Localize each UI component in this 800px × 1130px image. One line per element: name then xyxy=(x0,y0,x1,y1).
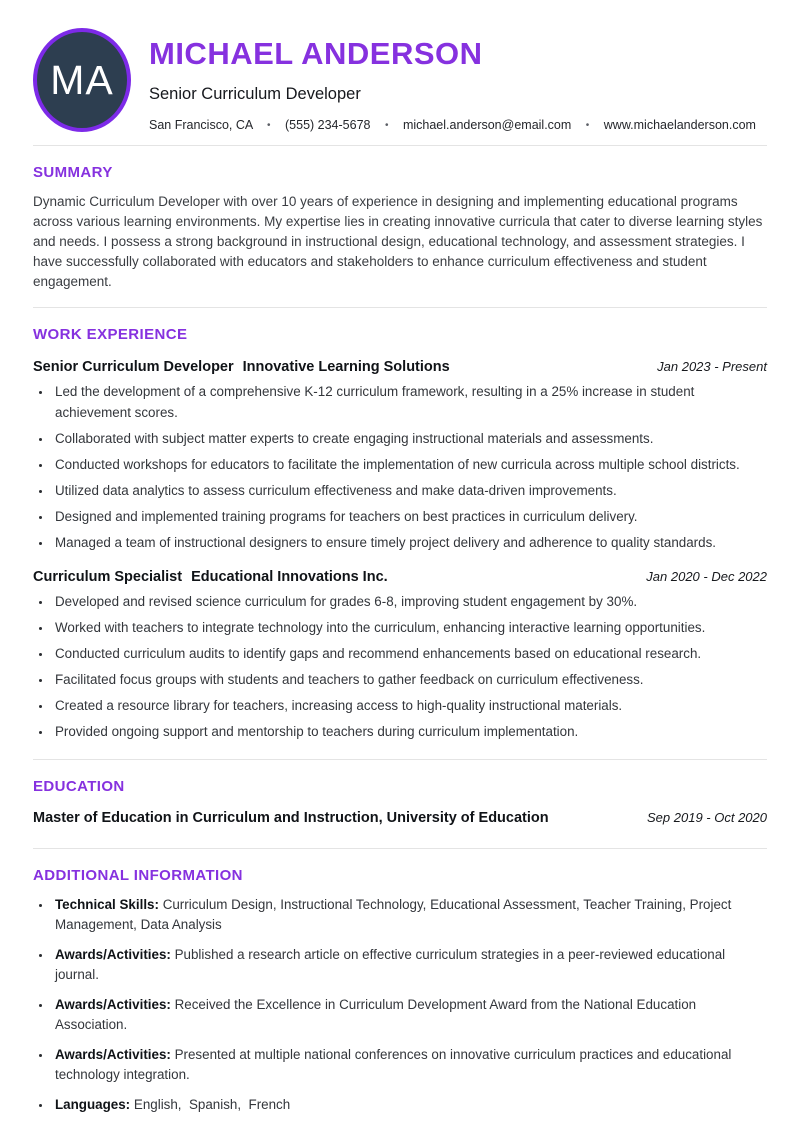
job-bullet: • Developed and revised science curriculum for grades 6-8, improving student engagement by 30%. xyxy=(52,592,764,613)
info-item xyxy=(52,995,764,1036)
job-title-line xyxy=(33,569,388,585)
separator-dot: • xyxy=(585,120,590,131)
job-entry xyxy=(33,359,767,553)
summary-section xyxy=(33,164,767,292)
summary-text: Dynamic Curriculum Developer with over 10 years of experience in designing and implementing educational programs across various learning environments. My expertise lies in creating innovative curricula that cater to diverse learning styles and needs. I possess a strong background in instructional design, educational technology, and assessment strategies. I have successfully collaborated with educators and stakeholders to enhance curriculum effectiveness and student engagement. xyxy=(33,194,763,289)
info-item-text: Published a research article on effective curriculum strategies in a peer-reviewed educational journal. xyxy=(55,946,729,982)
info-item xyxy=(52,1095,764,1116)
job-dates: Jan 2023 - Present xyxy=(657,359,767,374)
info-item-text: Received the Excellence in Curriculum Development Award from the National Education Association. xyxy=(55,996,700,1032)
job-bullet: • Collaborated with subject matter experts to create engaging instructional materials and assessments. xyxy=(52,429,764,450)
info-item xyxy=(52,895,764,936)
work-experience-section xyxy=(33,326,767,743)
job-bullet: • Led the development of a comprehensive K-12 curriculum framework, resulting in a 25% increase in student achievement scores. xyxy=(52,382,764,423)
job-bullet-list xyxy=(33,592,767,743)
job-title: Senior Curriculum Developer xyxy=(33,359,234,375)
info-item-label: Awards/Activities: xyxy=(55,996,171,1012)
job-header xyxy=(33,569,767,585)
job-title-line xyxy=(33,359,450,375)
education-dates: Sep 2019 - Oct 2020 xyxy=(647,809,767,825)
separator-dot: • xyxy=(267,120,271,131)
avatar-initials: MA xyxy=(50,56,114,103)
job-header xyxy=(33,359,767,375)
job-bullet-list xyxy=(33,382,767,553)
info-item xyxy=(52,945,764,986)
info-item xyxy=(52,1045,764,1086)
summary-heading: SUMMARY xyxy=(33,164,113,181)
info-item-label: Awards/Activities: xyxy=(55,946,171,962)
candidate-job-title: Senior Curriculum Developer xyxy=(149,85,361,103)
education-degree: Master of Education in Curriculum and Instruction, University of Education xyxy=(33,809,549,826)
job-dates: Jan 2020 - Dec 2022 xyxy=(646,569,767,584)
contact-website: www.michaelanderson.com xyxy=(603,118,756,132)
education-entry xyxy=(33,810,767,826)
work-experience-heading: WORK EXPERIENCE xyxy=(33,326,188,343)
candidate-name: MICHAEL ANDERSON xyxy=(149,36,483,71)
additional-information-list xyxy=(33,895,767,1116)
section-divider xyxy=(33,307,767,308)
info-item-text: English, Spanish, French xyxy=(133,1096,291,1112)
contact-location: San Francisco, CA xyxy=(149,118,253,132)
section-divider xyxy=(33,848,767,849)
additional-information-section xyxy=(33,867,767,1116)
avatar xyxy=(33,28,131,132)
section-divider xyxy=(33,759,767,760)
contact-row xyxy=(149,118,756,132)
job-entry xyxy=(33,569,767,743)
job-company: Educational Innovations Inc. xyxy=(191,569,388,585)
resume-header xyxy=(33,28,767,132)
separator-dot: • xyxy=(384,120,389,131)
info-item-label: Technical Skills: xyxy=(55,896,159,912)
info-item-label: Languages: xyxy=(55,1096,131,1112)
contact-email: michael.anderson@email.com xyxy=(402,118,572,132)
job-bullet: • Facilitated focus groups with students and teachers to gather feedback on curriculum effectiveness. xyxy=(52,670,764,691)
education-section xyxy=(33,778,767,826)
job-bullet: • Provided ongoing support and mentorship to teachers during curriculum implementation. xyxy=(52,722,764,743)
section-divider xyxy=(33,145,767,146)
info-item-text: Curriculum Design, Instructional Technology, Educational Assessment, Teacher Training, Project Management, Data Analysis xyxy=(55,896,736,932)
job-bullet: • Created a resource library for teachers, increasing access to high-quality instructional materials. xyxy=(52,696,764,717)
additional-information-heading: ADDITIONAL INFORMATION xyxy=(33,866,243,884)
job-title: Curriculum Specialist xyxy=(33,569,183,585)
job-bullet: • Conducted workshops for educators to facilitate the implementation of new curricula across multiple school districts. xyxy=(52,455,764,476)
info-item-text: Presented at multiple national conferences on innovative curriculum practices and educational technology integration. xyxy=(55,1046,736,1082)
info-item-label: Awards/Activities: xyxy=(55,1046,171,1062)
job-company: Innovative Learning Solutions xyxy=(242,359,450,375)
job-bullet: • Worked with teachers to integrate technology into the curriculum, enhancing interactive learning opportunities. xyxy=(52,618,764,639)
job-bullet: • Managed a team of instructional designers to ensure timely project delivery and adherence to quality standards. xyxy=(52,533,764,554)
contact-phone: (555) 234-5678 xyxy=(285,118,371,132)
header-text xyxy=(149,28,756,132)
job-bullet: • Conducted curriculum audits to identify gaps and recommend enhancements based on educational research. xyxy=(52,644,764,665)
job-bullet: • Designed and implemented training programs for teachers on best practices in curriculum delivery. xyxy=(52,507,764,528)
education-heading: EDUCATION xyxy=(33,777,125,795)
job-bullet: • Utilized data analytics to assess curriculum effectiveness and make data-driven improvements. xyxy=(52,481,764,502)
